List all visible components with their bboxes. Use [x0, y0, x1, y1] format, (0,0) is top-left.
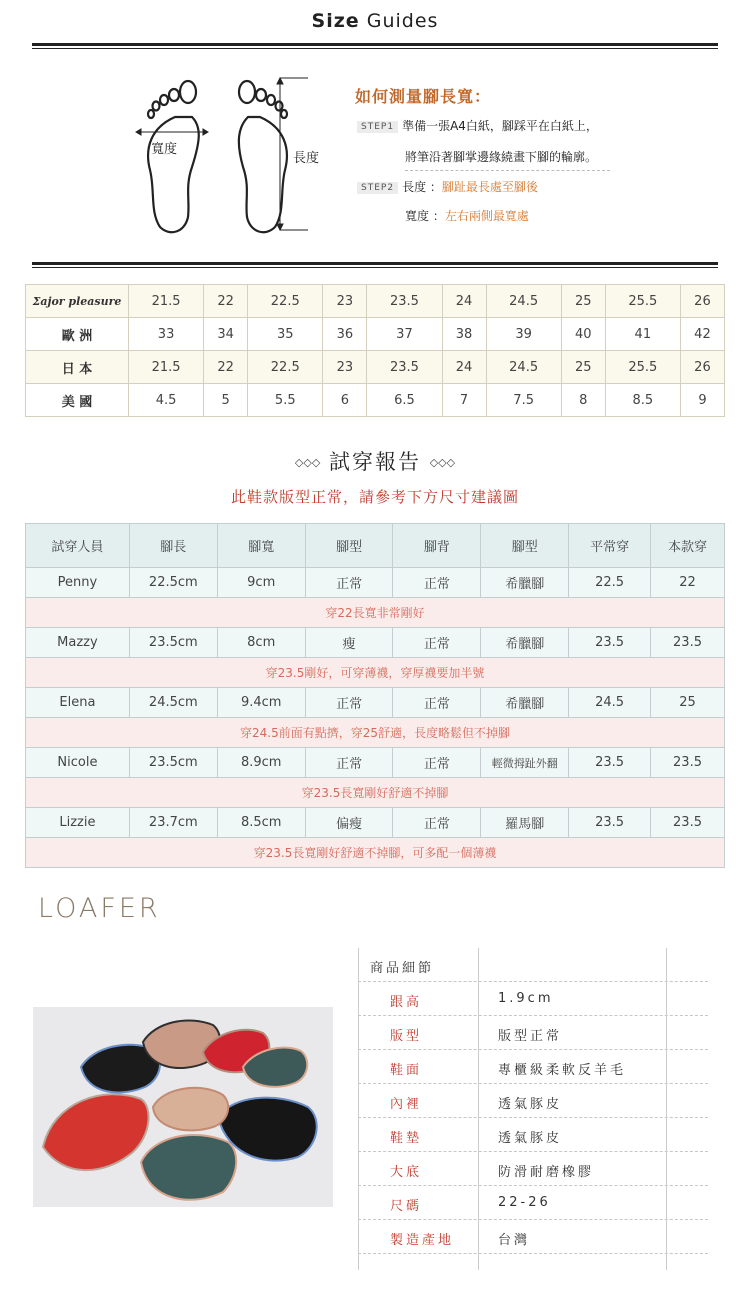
- detail-value: 防滑耐磨橡膠: [498, 1165, 595, 1180]
- tester-cell: Lizzie: [26, 808, 130, 838]
- size-cell: 7.5: [486, 384, 561, 417]
- width-label: 寬度: [151, 142, 178, 157]
- detail-value: 透氣豚皮: [498, 1097, 563, 1112]
- tester-cell: 輕微拇趾外翻: [481, 748, 569, 778]
- size-cell: 23: [323, 351, 367, 384]
- detail-key: 鞋墊: [390, 1131, 423, 1146]
- detail-row: [358, 1220, 708, 1254]
- size-cell: 33: [129, 318, 204, 351]
- tester-cell: 23.5: [569, 748, 651, 778]
- details-header: 商品細節: [370, 961, 435, 976]
- tester-cell: 23.5cm: [129, 628, 217, 658]
- tester-row: [26, 808, 725, 838]
- size-cell: 4.5: [129, 384, 204, 417]
- size-cell: 39: [486, 318, 561, 351]
- tester-note-row: [26, 838, 725, 868]
- step2-length: STEP2 長度 ：腳趾最長處至腳後: [357, 178, 538, 195]
- tester-cell: Elena: [26, 688, 130, 718]
- size-cell: 34: [204, 318, 248, 351]
- tester-cell: 希臘腳: [481, 568, 569, 598]
- size-cell: 36: [323, 318, 367, 351]
- tester-cell: 22.5cm: [129, 568, 217, 598]
- size-cell: 41: [605, 318, 680, 351]
- detail-row: [358, 1016, 708, 1050]
- size-cell: 38: [442, 318, 486, 351]
- tester-cell: 正常: [393, 568, 481, 598]
- tester-note-row: [26, 718, 725, 748]
- tester-cell: 24.5: [569, 688, 651, 718]
- size-cell: 25: [561, 285, 605, 318]
- section-divider: [32, 262, 718, 268]
- details-header-row: [358, 948, 708, 982]
- length-label: 長度: [293, 151, 320, 166]
- detail-value: 透氣豚皮: [498, 1131, 563, 1146]
- tester-cell: Mazzy: [26, 628, 130, 658]
- tester-cell: 22.5: [569, 568, 651, 598]
- size-cell: 23: [323, 285, 367, 318]
- how-to-title: 如何測量腳長寬：: [355, 87, 492, 106]
- tester-cell: 瘦: [305, 628, 393, 658]
- title-divider: [32, 43, 718, 49]
- tester-cell: 23.5: [651, 748, 725, 778]
- detail-key: 大底: [390, 1165, 423, 1180]
- tester-note-row: [26, 598, 725, 628]
- fit-report-table: [25, 523, 725, 868]
- step2-tag: STEP2: [357, 182, 398, 194]
- size-cell: 5.5: [248, 384, 323, 417]
- tester-cell: 8.9cm: [217, 748, 305, 778]
- fit-header-cell: 腳寬: [217, 524, 305, 568]
- size-conversion-table: [25, 284, 725, 417]
- detail-value: 台灣: [498, 1233, 531, 1248]
- size-cell: 26: [680, 285, 724, 318]
- size-cell: 6.5: [367, 384, 442, 417]
- fit-header-cell: 平常穿: [569, 524, 651, 568]
- tester-row: [26, 568, 725, 598]
- size-cell: 37: [367, 318, 442, 351]
- size-cell: 25: [561, 351, 605, 384]
- tester-cell: 25: [651, 688, 725, 718]
- tester-cell: 9cm: [217, 568, 305, 598]
- tester-cell: 22: [651, 568, 725, 598]
- fit-header-cell: 腳型: [481, 524, 569, 568]
- fit-report-title: ◇◇◇ 試穿報告 ◇◇◇: [294, 450, 456, 474]
- tester-note: 穿23.5剛好，可穿薄襪，穿厚襪要加半號: [26, 658, 725, 688]
- size-cell: 21.5: [129, 285, 204, 318]
- size-cell: 24.5: [486, 351, 561, 384]
- how-to-measure: [355, 84, 655, 107]
- size-cell: 21.5: [129, 351, 204, 384]
- tester-note: 穿22長寬非常剛好: [26, 598, 725, 628]
- detail-key: 內裡: [390, 1097, 423, 1112]
- detail-key: 製造產地: [390, 1233, 455, 1248]
- step2-width: 寬度 ：左右兩側最寬處: [405, 209, 529, 223]
- tester-cell: 正常: [393, 628, 481, 658]
- size-cell: 22.5: [248, 285, 323, 318]
- tester-cell: 正常: [305, 748, 393, 778]
- brand-logo: Σajor pleasure: [26, 285, 129, 318]
- tester-cell: 希臘腳: [481, 688, 569, 718]
- tester-cell: 希臘腳: [481, 628, 569, 658]
- size-cell: 25.5: [605, 351, 680, 384]
- detail-value: 1.9cm: [498, 991, 554, 1006]
- step1-tag: STEP1: [357, 121, 398, 133]
- size-cell: 40: [561, 318, 605, 351]
- fit-report-subtitle: 此鞋款版型正常，請參考下方尺寸建議圖: [230, 488, 519, 506]
- product-photo: [33, 1007, 333, 1207]
- size-cell: 22: [204, 351, 248, 384]
- size-cell: 42: [680, 318, 724, 351]
- size-cell: 23.5: [367, 285, 442, 318]
- size-cell: 24: [442, 285, 486, 318]
- size-cell: 22.5: [248, 351, 323, 384]
- tester-note-row: [26, 658, 725, 688]
- size-cell: 8: [561, 384, 605, 417]
- tester-cell: 正常: [393, 808, 481, 838]
- size-row-label: 美 國: [26, 384, 129, 417]
- tester-cell: 24.5cm: [129, 688, 217, 718]
- detail-row: [358, 1118, 708, 1152]
- detail-key: 版型: [390, 1029, 423, 1044]
- size-cell: 24.5: [486, 285, 561, 318]
- tester-cell: 羅馬腳: [481, 808, 569, 838]
- product-name: LOAFER: [38, 893, 161, 924]
- step-divider: [405, 170, 610, 171]
- tester-note: 穿23.5長寬剛好舒適不掉腳: [26, 778, 725, 808]
- detail-row: [358, 1186, 708, 1220]
- size-guides-title: Size Guides: [311, 10, 439, 32]
- size-cell: 9: [680, 384, 724, 417]
- size-row: [26, 318, 725, 351]
- tester-cell: 偏瘦: [305, 808, 393, 838]
- detail-value: 版型正常: [498, 1029, 563, 1044]
- tester-note-row: [26, 778, 725, 808]
- step1-line2: 將筆沿著腳掌邊緣繞畫下腳的輪廓。: [405, 150, 598, 164]
- fit-header-cell: 腳型: [305, 524, 393, 568]
- detail-row: [358, 1152, 708, 1186]
- tester-note: 穿23.5長寬剛好舒適不掉腳，可多配一個薄襪: [26, 838, 725, 868]
- detail-key: 鞋面: [390, 1063, 423, 1078]
- size-cell: 26: [680, 351, 724, 384]
- tester-cell: 23.5: [651, 808, 725, 838]
- detail-row: [358, 1084, 708, 1118]
- tester-cell: Penny: [26, 568, 130, 598]
- size-cell: 6: [323, 384, 367, 417]
- fit-header-cell: 本款穿: [651, 524, 725, 568]
- size-row-label: 歐 洲: [26, 318, 129, 351]
- tester-row: [26, 688, 725, 718]
- tester-cell: 正常: [305, 568, 393, 598]
- tester-note: 穿24.5前面有點擠，穿25舒適，長度略鬆但不掉腳: [26, 718, 725, 748]
- tester-cell: Nicole: [26, 748, 130, 778]
- tester-row: [26, 628, 725, 658]
- size-cell: 8.5: [605, 384, 680, 417]
- detail-key: 尺碼: [390, 1199, 423, 1214]
- size-cell: 24: [442, 351, 486, 384]
- size-cell: 23.5: [367, 351, 442, 384]
- detail-value: 專櫃級柔軟反羊毛: [498, 1063, 627, 1078]
- tester-cell: 正常: [393, 748, 481, 778]
- detail-row: [358, 982, 708, 1016]
- size-row-label: 日 本: [26, 351, 129, 384]
- fit-header-cell: 試穿人員: [26, 524, 130, 568]
- tester-cell: 23.5: [651, 628, 725, 658]
- size-row-brand: [26, 285, 725, 318]
- tester-cell: 23.7cm: [129, 808, 217, 838]
- size-cell: 35: [248, 318, 323, 351]
- size-cell: 25.5: [605, 285, 680, 318]
- tester-cell: 正常: [393, 688, 481, 718]
- tester-cell: 8.5cm: [217, 808, 305, 838]
- size-row: [26, 384, 725, 417]
- fit-header-cell: 腳長: [129, 524, 217, 568]
- detail-value: 22-26: [498, 1195, 551, 1210]
- tester-row: [26, 748, 725, 778]
- tester-cell: 23.5: [569, 808, 651, 838]
- detail-row: [358, 1050, 708, 1084]
- size-cell: 22: [204, 285, 248, 318]
- tester-cell: 8cm: [217, 628, 305, 658]
- tester-cell: 9.4cm: [217, 688, 305, 718]
- tester-cell: 23.5: [569, 628, 651, 658]
- detail-key: 跟高: [390, 995, 423, 1010]
- tester-cell: 23.5cm: [129, 748, 217, 778]
- size-row: [26, 351, 725, 384]
- size-cell: 7: [442, 384, 486, 417]
- tester-cell: 正常: [305, 688, 393, 718]
- size-cell: 5: [204, 384, 248, 417]
- step1-line1: STEP1 準備一張A4白紙，腳踩平在白紙上，: [357, 117, 598, 134]
- fit-header-cell: 腳背: [393, 524, 481, 568]
